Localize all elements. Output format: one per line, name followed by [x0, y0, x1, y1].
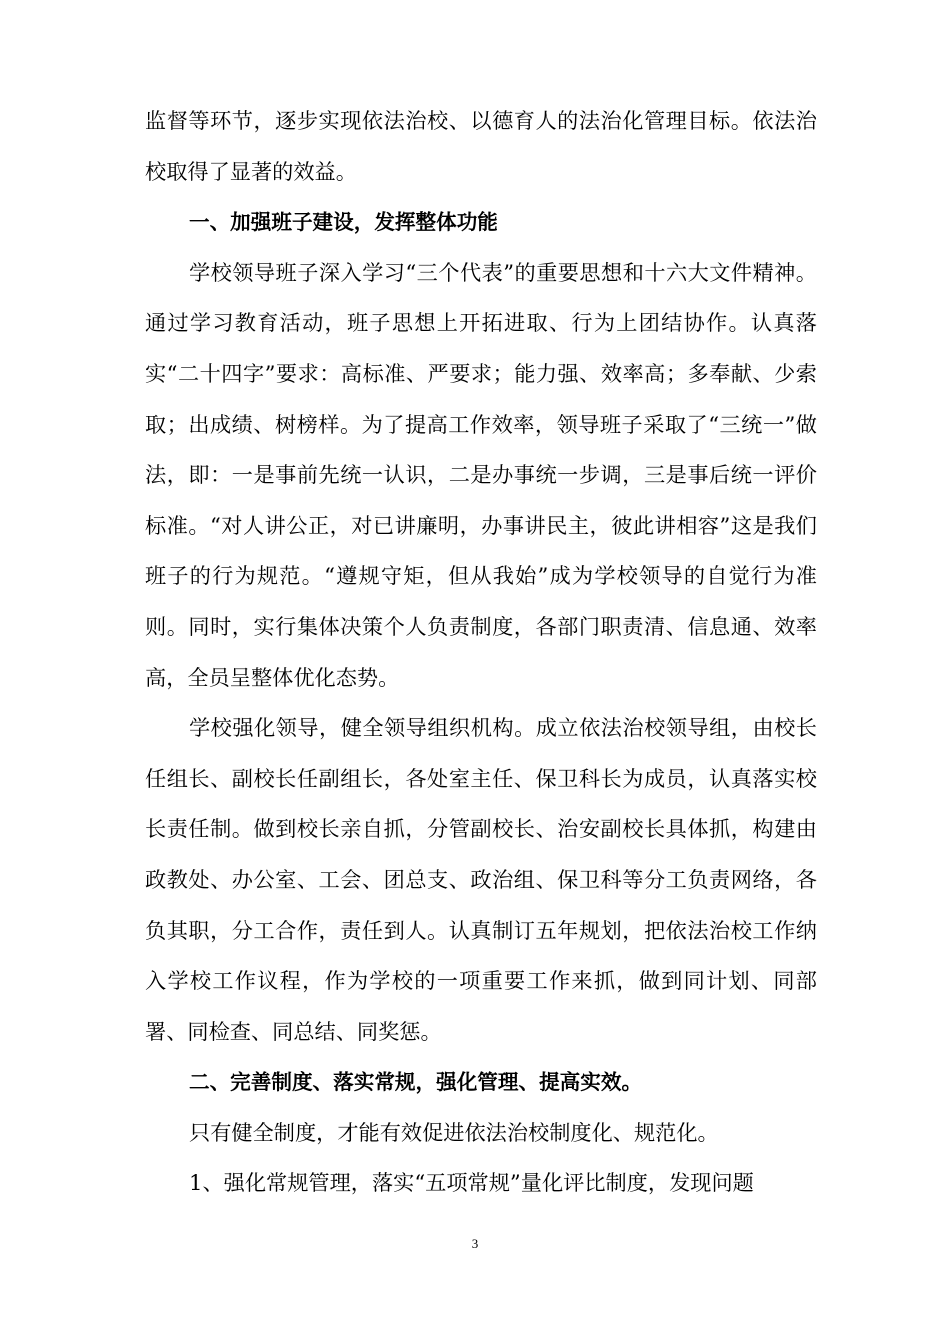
paragraph-leadership-organization: 学校强化领导，健全领导组织机构。成立依法治校领导组，由校长任组长、副校长任副组长，各处室主任、保卫科长为成员，认真落实校长责任制。做到校长亲自抓，分管副校长、治安副校长具体抓，构建由政教处、办公室、工会、团总支、政治组、保卫科等分工负责网络，各负其职，分工合作，责任到人。认真制订五年规划，把依法治校工作纳入学校工作议程，作为学校的一项重要工作来抓，做到同计划、同部署、同检查、同总结、同奖惩。: [145, 715, 817, 1044]
page-number: 3: [471, 1236, 479, 1251]
section-heading-2: 二、完善制度、落实常规，强化管理、提高实效。: [189, 1070, 643, 1095]
paragraph-leadership-team: 学校领导班子深入学习“三个代表”的重要思想和十六大文件精神。通过学习教育活动，班子思想上开拓进取、行为上团结协作。认真落实“二十四字”要求：高标准、严要求；能力强、效率高；多奉献、少索取；出成绩、树榜样。为了提高工作效率，领导班子采取了“三统一”做法，即：一是事前先统一认识，二是办事统一步调，三是事后统一评价标准。“对人讲公正，对已讲廉明，办事讲民主，彼此讲相容”这是我们班子的行为规范。“遵规守矩，但从我始”成为学校领导的自觉行为准则。同时，实行集体决策个人负责制度，各部门职责清、信息通、效率高，全员呈整体优化态势。: [145, 259, 817, 690]
paragraph-system-intro: 只有健全制度，才能有效促进依法治校制度化、规范化。: [189, 1119, 719, 1145]
paragraph-routine-management: 1、强化常规管理，落实“五项常规”量化评比制度，发现问题: [189, 1170, 754, 1196]
paragraph-continuation: 监督等环节，逐步实现依法治校、以德育人的法治化管理目标。依法治校取得了显著的效益。: [145, 108, 817, 184]
document-body: [145, 96, 817, 1209]
section-heading-1: 一、加强班子建设，发挥整体功能: [189, 210, 498, 235]
